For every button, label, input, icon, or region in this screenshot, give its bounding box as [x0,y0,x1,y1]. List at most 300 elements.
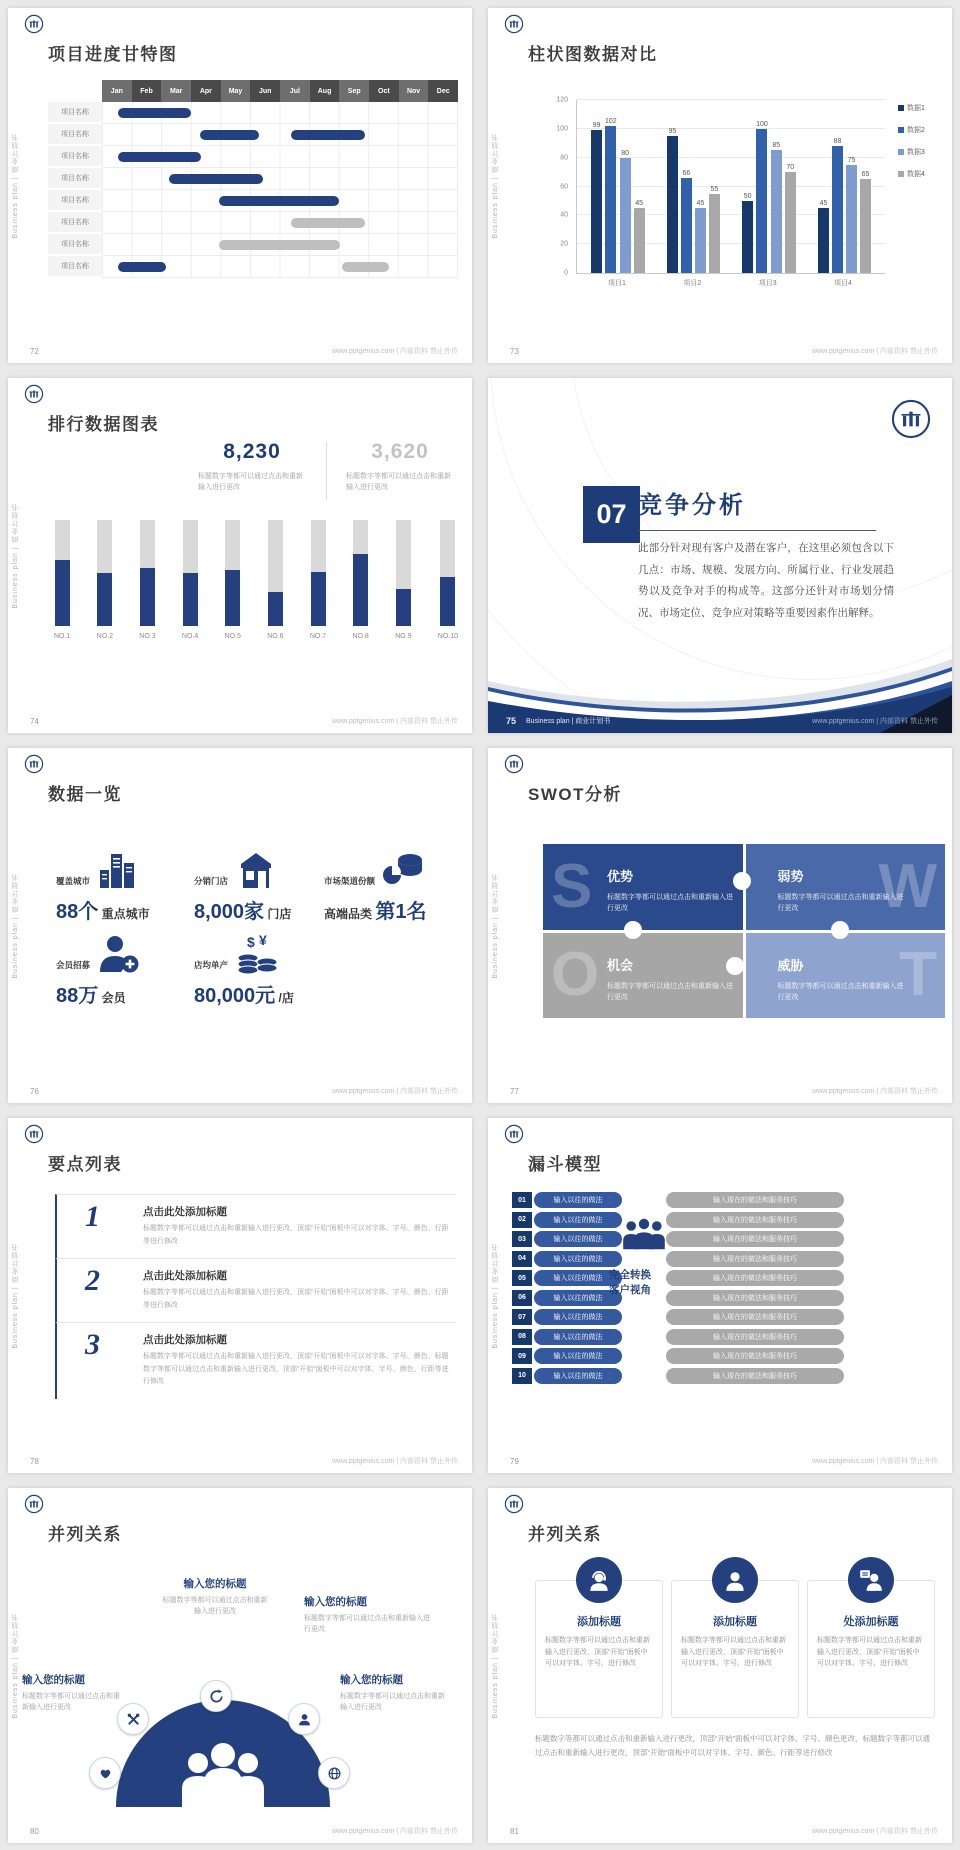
swot-grid [543,844,945,1018]
bar [709,194,720,273]
bar-fill [183,573,198,626]
gantt-month: Sep [339,80,369,102]
legend-swatch [898,105,904,111]
footer-watermark: www.pptgenius.com | 内部资料 禁止外传 [332,718,458,725]
bar [634,208,645,273]
brand-logo-icon [24,754,44,774]
footer-watermark: www.pptgenius.com | 内部资料 禁止外传 [332,1458,458,1465]
brand-logo-icon [24,14,44,34]
page-number: 74 [30,717,39,726]
funnel-left-row [512,1231,622,1247]
x-tick-label: 项目4 [834,280,852,287]
gantt-row-grid [102,234,458,256]
item-title: 点击此处添加标题 [143,1334,227,1346]
stat-label: 会员招募 [56,960,91,970]
label-top: 输入您的标题 标题数字等都可以通过点击和重新输入进行更改 [162,1578,268,1615]
gantt-month: Nov [399,80,429,102]
bar [860,179,871,273]
item-number: 2 [85,1264,100,1297]
pie-icon [382,850,424,890]
bar-track [440,520,455,626]
bottom-paragraph: 标题数字等都可以通过点击和重新输入进行更改，顶部“开始”面板中可以对字体、字号、颜色更改，标题数字等都可以通过点击和重新输入进行更改，顶部“开始”面板中可以对字体、字号、颜色、行距等进行修改 [535,1734,930,1757]
legend-swatch [898,149,904,155]
footer-watermark: www.pptgenius.com | 内部资料 禁止外传 [812,718,938,725]
slide-title: 项目进度甘特图 [48,45,178,65]
ranking-bar [352,520,368,640]
gantt-bar [291,218,365,228]
swot-letter: S [551,851,593,921]
bar-value-label: 95 [668,128,677,136]
stat-suffix: 会员 [101,991,126,1005]
funnel-left-pill: 输入以往的做法 [534,1348,622,1364]
gantt-month: Aug [310,80,340,102]
funnel-left-pill: 输入以往的做法 [534,1368,622,1384]
bar-value-label: 70 [786,164,795,172]
stat-label: 店均单产 [194,960,229,970]
ranking-bar [54,520,70,640]
slide-80 [8,1488,472,1843]
funnel-right-pill: 输入现在的做法和服务技巧 [666,1192,844,1208]
bar [667,136,678,273]
support-icon [576,1557,622,1603]
divider [326,442,327,500]
stat-big-value: 8,000家 [194,901,265,923]
stat-secondary [326,440,472,493]
gantt-bar [118,262,165,272]
bar-label: NO.9 [395,633,412,640]
bar [785,172,796,273]
footer-watermark: www.pptgenius.com | 内部资料 禁止外传 [332,1828,458,1835]
globe-icon [318,1757,350,1789]
card-body: 标题数字等都可以通过点击和重新输入进行更改，顶部“开始”面板中可以对字体、字号，进行修改 [681,1637,786,1667]
card-title: 添加标题 [713,1616,757,1628]
bar-label: NO.6 [267,633,284,640]
swot-title: 弱势 [777,869,804,884]
x-tick-label: 项目3 [758,280,777,287]
bar-fill [311,572,326,626]
page-number: 72 [30,347,39,356]
gantt-bar [219,240,340,250]
item-title: 点击此处添加标题 [143,1270,227,1282]
heart-icon [89,1757,121,1789]
puzzle-tab [726,957,744,975]
headline-stats [178,440,472,493]
bar-group [591,100,645,273]
funnel-center-text: 完全转换 客户视角 [609,1269,651,1296]
x-tick-label: 项目2 [683,280,702,287]
swot-opportunities [543,933,743,1019]
funnel-left-row [512,1251,622,1267]
stat-caption: 标题数字等都可以通过点击和重新输入进行更改 [198,473,303,491]
gantt-row [48,234,458,256]
title-underline [638,530,876,531]
brand-logo-icon [24,1494,44,1514]
bar-track [183,520,198,626]
bar-wrap [832,100,843,273]
gantt-month: Dec [428,80,458,102]
funnel-left-pill: 输入以往的做法 [534,1192,622,1208]
bar-wrap [634,100,645,273]
bar-wrap [846,100,857,273]
bar-value-label: 66 [682,169,691,177]
funnel-right-pill: 输入现在的做法和服务技巧 [666,1231,844,1247]
bar-fill [225,570,240,626]
gantt-bar [118,108,190,118]
section-number: 07 [583,486,640,543]
people-group-icon [163,1741,283,1807]
funnel-number-chip: 04 [512,1251,532,1267]
funnel-right-column [666,1192,844,1387]
swot-strengths [543,844,743,930]
bar [620,158,631,273]
info-card [535,1580,663,1718]
bar-track [268,520,283,626]
slide-76 [8,748,472,1103]
stat-members [56,928,139,1008]
numbered-list [55,1194,455,1399]
bar-chart-x-labels [576,278,884,288]
bar-label: NO.2 [96,633,113,640]
gantt-row-label: 项目名称 [48,256,102,278]
bar-value-label: 99 [592,122,601,130]
bar [756,129,767,273]
gantt-month: Oct [369,80,399,102]
stat-primary [178,440,326,493]
bar-value-label: 80 [621,149,630,157]
gantt-month: May [221,80,251,102]
svg-text:$: $ [247,934,255,950]
section-body: 此部分针对现有客户及潜在客户，在这里必须包含以下几点：市场、规模、发展方向、所属行业、行业发展趋势以及竞争对手的构成等。这部分还针对市场划分情况、市场定位、竞争应对策略等重要因素作出解释。 [638,542,894,619]
list-item [55,1194,455,1258]
bar-value-label: 45 [635,200,644,208]
bar-track [140,520,155,626]
bar-chart-y-axis [546,96,572,277]
slide-78 [8,1118,472,1473]
funnel-left-pill: 输入以往的做法 [534,1251,622,1267]
page-number: 75 [506,716,517,726]
legend-item [898,147,925,157]
slide-75 [488,378,952,733]
swot-title: 优势 [607,869,634,884]
gantt-bar [342,262,389,272]
legend-swatch [898,127,904,133]
bar-fill [440,577,455,626]
bar-label: NO.1 [54,633,71,640]
page-number: 79 [510,1457,519,1466]
bar-fill [55,560,70,626]
sidebar-vertical-text: Business plan | 商业计划书 [12,872,19,979]
bar [846,165,857,273]
card-body: 标题数字等都可以通过点击和重新输入进行更改，顶部“开始”面板中可以对字体、字号，进行修改 [545,1637,650,1667]
ranking-bar [182,520,198,640]
funnel-left-pill: 输入以往的做法 [534,1231,622,1247]
stat-label: 市场渠道份额 [324,876,376,886]
brand-logo-icon [24,1124,44,1144]
bar [681,178,692,273]
bar-wrap [756,100,768,273]
store-icon [235,850,277,890]
gantt-month: Jan [102,80,132,102]
puzzle-tab [624,921,642,939]
bar-value-label: 85 [772,142,781,150]
funnel-right-pill: 输入现在的做法和服务技巧 [666,1329,844,1345]
funnel-right-pill: 输入现在的做法和服务技巧 [666,1270,844,1286]
gantt-row [48,168,458,190]
gantt-row [48,190,458,212]
bar-wrap [620,100,631,273]
sidebar-vertical-text: Business plan | 商业计划书 [492,132,499,239]
stat-revenue [194,928,294,1008]
bar-wrap [681,100,692,273]
funnel-number-chip: 05 [512,1270,532,1286]
sidebar-vertical-text: Business plan | 商业计划书 [12,502,19,609]
gantt-month: Jun [250,80,280,102]
bar-label: NO.4 [181,633,199,640]
member-add-icon [97,934,139,974]
info-card [671,1580,799,1718]
funnel-left-row [512,1212,622,1228]
gantt-bar [200,130,259,140]
footer-watermark: www.pptgenius.com | 内部资料 禁止外传 [332,1088,458,1095]
swot-title: 机会 [607,957,634,973]
gantt-row-grid [102,168,458,190]
puzzle-tab [831,921,849,939]
stat-big-value: 88万 [56,985,99,1007]
item-number: 3 [85,1328,100,1361]
gantt-row-label: 项目名称 [48,168,102,190]
gantt-row-label: 项目名称 [48,190,102,212]
stat-value: 8,230 [223,440,281,463]
swot-caption: 标题数字等都可以通过点击和重新输入进行更改 [607,894,733,912]
ranking-bar [438,520,458,640]
funnel-number-chip: 01 [512,1192,532,1208]
funnel-number-chip: 08 [512,1329,532,1345]
funnel-left-pill: 输入以往的做法 [534,1290,622,1306]
money-icon [235,934,279,974]
gantt-row [48,256,458,278]
funnel-number-chip: 09 [512,1348,532,1364]
card-title: 处添加标题 [843,1616,899,1628]
gantt-month: Feb [132,80,162,102]
bar-wrap [860,100,871,273]
y-tick-label: 0 [564,269,568,277]
sidebar-vertical-text: Business plan | 商业计划书 [12,1612,19,1719]
legend-label: 数据4 [907,171,925,178]
footer-watermark: www.pptgenius.com | 内部资料 禁止外传 [812,1828,938,1835]
funnel-left-row [512,1192,622,1208]
slide-72 [8,8,472,363]
sidebar-vertical-text: Business plan | 商业计划书 [12,132,19,239]
swot-letter: O [551,940,600,1010]
bar-value-label: 45 [819,200,828,208]
tools-icon [117,1703,149,1735]
page-number: 73 [510,347,519,356]
swot-caption: 标题数字等都可以通过点击和重新输入进行更改 [777,982,904,1001]
slide-74 [8,378,472,733]
gantt-row-label: 项目名称 [48,212,102,234]
gantt-month-header [48,80,458,102]
slide-79 [488,1118,952,1473]
footer-label: Business plan | 商业计划书 [526,718,611,725]
swot-caption: 标题数字等都可以通过点击和重新输入进行更改 [777,894,904,912]
bar-track [311,520,326,626]
card-body: 标题数字等都可以通过点击和重新输入进行更改，顶部“开始”面板中可以对字体、字号、进行修改 [817,1637,922,1667]
slide-title: SWOT分析 [528,785,622,805]
page-number: 80 [30,1827,39,1836]
footer-watermark: www.pptgenius.com | 内部资料 禁止外传 [332,348,458,355]
bar-value-label: 45 [696,200,705,208]
bar [591,130,602,273]
bar-group [818,100,871,273]
slide-title: 并列关系 [48,1525,122,1545]
funnel-left-pill: 输入以往的做法 [534,1270,622,1286]
bar-wrap [771,100,782,273]
item-body: 标题数字等都可以通过点击和重新输入进行更改，顶部“开始”面板中可以对字体、字号、颜色、行距等进行修改 [143,1289,449,1309]
page-number: 77 [510,1087,519,1096]
bar-groups [577,100,885,273]
bar-fill [353,554,368,626]
gantt-row [48,102,458,124]
legend-item [898,169,925,179]
gantt-bar [291,130,365,140]
legend-label: 数据3 [907,149,925,156]
footer-left [506,716,610,726]
brand-logo-icon [24,384,44,404]
bar-value-label: 100 [756,120,768,128]
stat-cities [56,844,150,924]
bar [771,150,782,273]
y-tick-label: 20 [560,240,568,248]
bar-wrap [818,100,829,273]
bar-chart-plot [576,100,885,274]
y-tick-label: 40 [560,211,568,219]
bar-group [742,100,796,273]
bar-value-label: 50 [743,192,752,200]
ranking-bar [267,520,283,640]
funnel-left-pill: 输入以往的做法 [534,1309,622,1325]
list-item [55,1322,455,1399]
gantt-bar [219,196,339,206]
label-right: 输入您的标题 标题数字等都可以通过点击和重新输入进行更改 [340,1674,445,1711]
ranking-bar [310,520,326,640]
legend-item [898,125,925,135]
stat-label: 覆盖城市 [56,876,91,886]
bar-track [97,520,112,626]
swot-weaknesses [746,844,946,930]
gantt-month: Mar [161,80,191,102]
legend-label: 数据1 [907,105,925,112]
slide-73 [488,8,952,363]
slide-title: 漏斗模型 [528,1155,602,1175]
stat-suffix: 重点城市 [101,907,150,921]
page-number: 76 [30,1087,39,1096]
ranking-bar [225,520,241,640]
gantt-month: Apr [191,80,221,102]
funnel-right-pill: 输入现在的做法和服务技巧 [666,1368,844,1384]
gantt-row-grid [102,190,458,212]
bar-wrap [742,100,753,273]
sidebar-vertical-text: Business plan | 商业计划书 [492,872,499,979]
gantt-row-label: 项目名称 [48,234,102,256]
gantt-bar [118,152,201,162]
brand-logo-icon [504,14,524,34]
funnel-number-chip: 03 [512,1231,532,1247]
brand-logo-icon [504,754,524,774]
gantt-row-label: 项目名称 [48,146,102,168]
stat-big-value: 第1名 [375,901,427,923]
slide-title: 柱状图数据对比 [528,45,658,65]
bar-fill [97,573,112,626]
funnel-left-row [512,1329,622,1345]
slide-title: 要点列表 [48,1155,122,1175]
info-card [807,1580,935,1718]
gantt-row-grid [102,124,458,146]
ranking-bar [97,520,113,640]
bar-fill [396,589,411,626]
sidebar-vertical-text: Business plan | 商业计划书 [492,1612,499,1719]
funnel-right-pill: 输入现在的做法和服务技巧 [666,1212,844,1228]
gantt-row-label: 项目名称 [48,124,102,146]
sidebar-vertical-text: Business plan | 商业计划书 [12,1242,19,1349]
y-tick-label: 80 [560,154,568,162]
footer-watermark: www.pptgenius.com | 内部资料 禁止外传 [812,1458,938,1465]
gantt-row-label: 项目名称 [48,102,102,124]
funnel-number-chip: 07 [512,1309,532,1325]
stat-big-value: 88个 [56,901,99,923]
y-tick-label: 120 [556,96,568,104]
legend-label: 数据2 [907,127,925,134]
legend-item [898,103,925,113]
svg-text:¥: ¥ [259,934,267,948]
funnel-left-row [512,1309,622,1325]
bar-fill [268,592,283,626]
funnel-left-pill: 输入以往的做法 [534,1212,622,1228]
bar-wrap [667,100,678,273]
gantt-row [48,146,458,168]
bar-label: NO.7 [309,633,327,640]
funnel-right-pill: 输入现在的做法和服务技巧 [666,1290,844,1306]
y-tick-label: 100 [556,125,568,133]
bar-track [225,520,240,626]
brand-logo-icon [890,398,932,440]
gantt-chart [48,80,458,278]
person-note-icon [848,1557,894,1603]
bar-wrap [591,100,602,273]
card-title: 添加标题 [577,1616,621,1628]
funnel-number-chip: 10 [512,1368,532,1384]
slide-title: 排行数据图表 [48,415,159,435]
bar [818,208,829,273]
funnel-right-pill: 输入现在的做法和服务技巧 [666,1348,844,1364]
stat-label: 分销门店 [194,876,229,886]
bar-label: NO.10 [437,633,458,640]
swot-caption: 标题数字等都可以通过点击和重新输入进行更改 [607,982,733,1001]
item-body: 标题数字等都可以通过点击和重新输入进行更改，顶部“开始”面板中可以对字体、字号、颜色、标题数字等都可以通过点击和重新输入进行更改，顶部“开始”面板中可以对字体、字号、颜色、行距等进行修改 [143,1353,449,1385]
gantt-row-grid [102,256,458,278]
bar-fill [140,568,155,626]
brand-logo-icon [504,1124,524,1144]
sidebar-vertical-text: Business plan | 商业计划书 [492,1242,499,1349]
brand-logo-icon [504,1494,524,1514]
bar [605,126,616,273]
bar-value-label: 65 [861,171,870,179]
bar-track [353,520,368,626]
person-icon [712,1557,758,1603]
stat-prefix: 高端品类 [324,907,373,921]
section-title: 竞争分析 [638,492,746,519]
gantt-row [48,124,458,146]
ranking-bar [139,520,155,640]
